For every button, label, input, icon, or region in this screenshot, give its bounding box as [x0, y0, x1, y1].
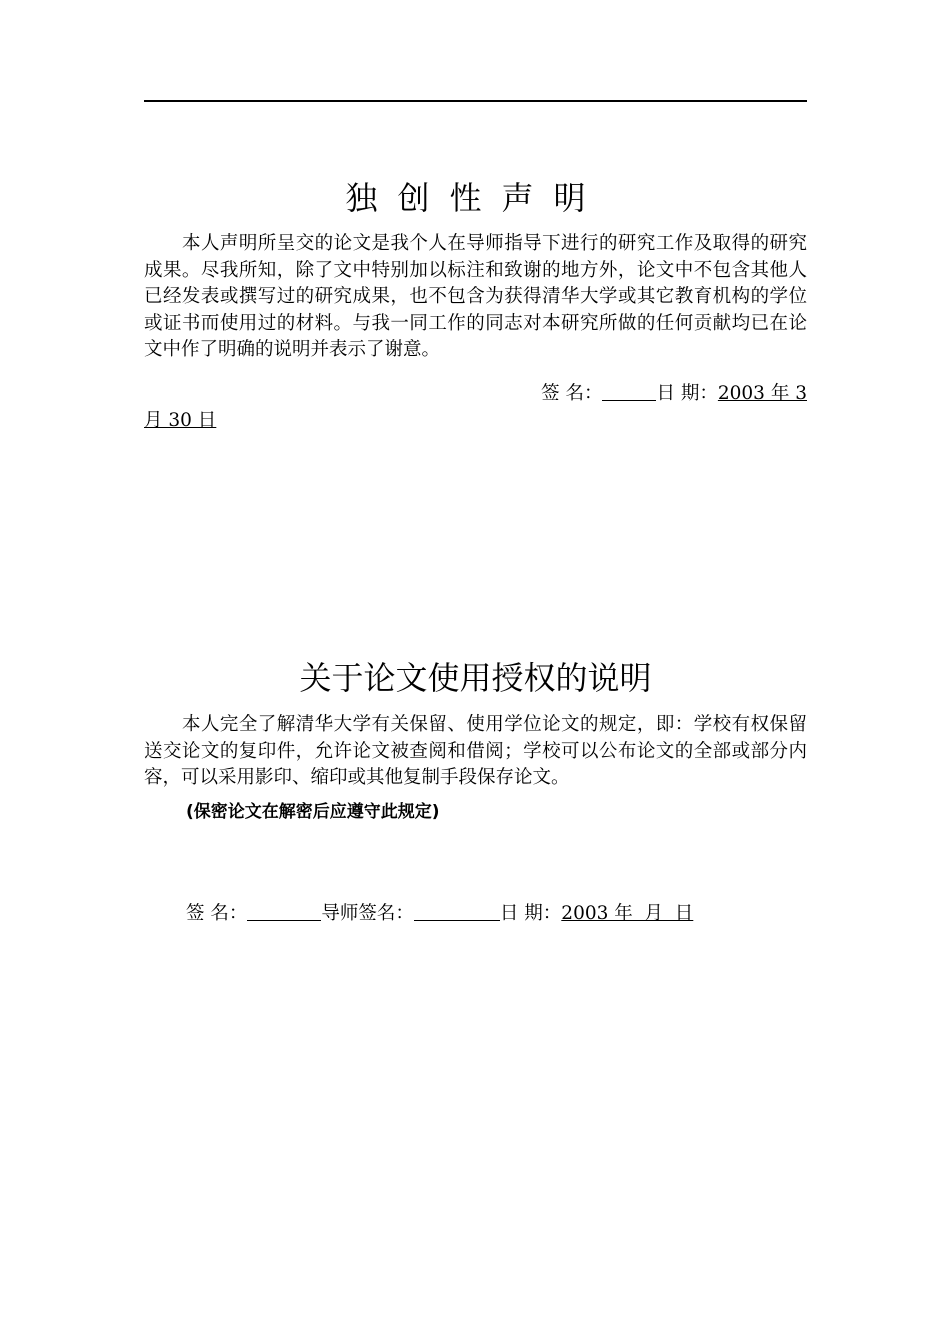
date-value: 2003 年 3: [717, 383, 807, 404]
sign-label: 签 名：: [541, 383, 603, 404]
date-label: 日 期：: [499, 903, 562, 924]
authorization-signature-line: [186, 900, 693, 927]
declaration-title: 独创性声明: [345, 179, 606, 217]
confidential-note: (保密论文在解密后应遵守此规定): [186, 802, 440, 822]
sign-label: 签 名：: [186, 903, 248, 924]
date-label: 日 期：: [656, 383, 718, 404]
declaration-signature-line: [144, 380, 807, 434]
date-value: 2003 年 月 日: [561, 903, 694, 924]
signature-blank: [247, 900, 321, 921]
advisor-signature-blank: [414, 900, 500, 921]
authorization-title: 关于论文使用授权的说明: [299, 659, 652, 697]
header-rule: [144, 100, 807, 102]
advisor-label: 导师签名：: [321, 903, 414, 924]
authorization-body: 本人完全了解清华大学有关保留、使用学位论文的规定，即：学校有权保留送交论文的复印件，允许论文被查阅和借阅；学校可以公布论文的全部或部分内容，可以采用影印、缩印或其他复制手段保存论文。: [144, 714, 807, 788]
date-value-continued: 月 30 日: [144, 410, 217, 431]
declaration-body: 本人声明所呈交的论文是我个人在导师指导下进行的研究工作及取得的研究成果。尽我所知，除了文中特别加以标注和致谢的地方外，论文中不包含其他人已经发表或撰写过的研究成果，也不包含为获得清华大学或其它教育机构的学位或证书而使用过的材料。与我一同工作的同志对本研究所做的任何贡献均已在论文中作了明确的说明并表示了谢意。: [144, 233, 807, 360]
signature-blank: [602, 380, 656, 401]
